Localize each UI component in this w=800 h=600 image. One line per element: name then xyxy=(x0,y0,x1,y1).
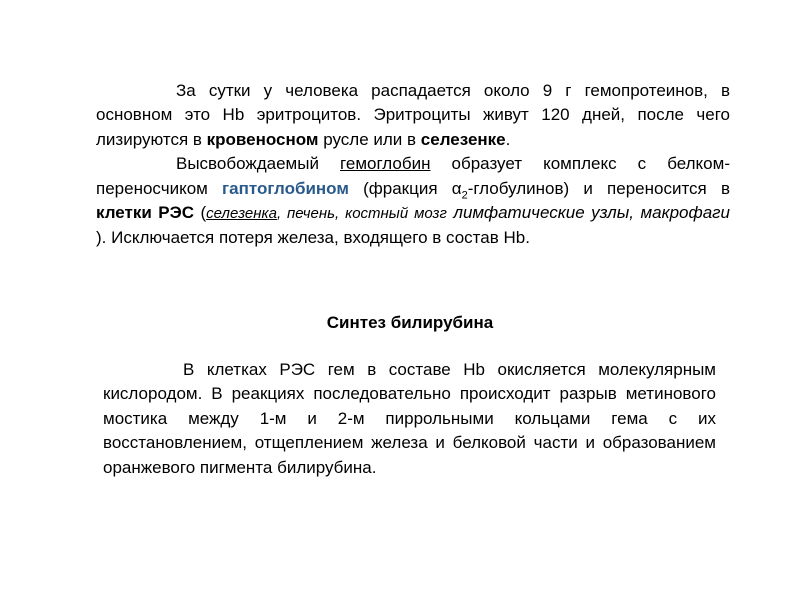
p2-text-1: Высвобождаемый xyxy=(176,154,341,174)
p1-text-3: . xyxy=(505,129,511,149)
p1-text-1: За сутки у человека распадается около 9 г гемопротеинов, в основном это Hb эритроцитов. Эритроциты живут 120 дней, после чего лизируются в xyxy=(96,81,730,149)
p2-text-6: ). Исключается потеря железа, входящего в состав Hb. xyxy=(96,228,530,248)
synthesis-text-block xyxy=(103,358,716,480)
p2-text-3: (фракция α xyxy=(348,178,462,198)
p1-bold-bloodstream: кровеносном xyxy=(206,129,319,149)
section-title: Синтез билирубина xyxy=(326,313,494,332)
p2-italic-spleen: селезенка xyxy=(206,205,277,223)
intro-paragraph-2 xyxy=(96,152,730,251)
p2-text-4: -глобулинов) и переносится в xyxy=(467,178,730,198)
p2-highlight-haptoglobin: гаптоглобином xyxy=(222,178,349,198)
intro-paragraph-1 xyxy=(96,79,730,152)
p2-underline-hemoglobin: гемоглобин xyxy=(340,154,431,174)
intro-text-block xyxy=(96,79,730,251)
p2-bold-res-cells: клетки РЭС xyxy=(96,203,194,223)
p2-subscript: 2 xyxy=(461,189,468,202)
p2-text-2: образует комплекс с белком-переносчиком xyxy=(96,154,730,198)
p2-text-5: ( xyxy=(194,203,207,223)
p2-italic-lymph: лимфатические узлы, макрофаги xyxy=(446,203,730,223)
p2-italic-organs: , печень, костный мозг xyxy=(276,205,447,223)
synthesis-paragraph: В клетках РЭС гем в составе Hb окисляется молекулярным кислородом. В реакциях последовательно происходит разрыв метинового мостика между 1-м и 2-м пиррольными кольцами гема с их восстановлением, отщеплением железа и белковой части и образованием оранжевого пигмента билирубина. xyxy=(103,360,716,477)
p1-bold-spleen: селезенке xyxy=(420,129,506,149)
p1-text-2: русле или в xyxy=(318,129,421,149)
